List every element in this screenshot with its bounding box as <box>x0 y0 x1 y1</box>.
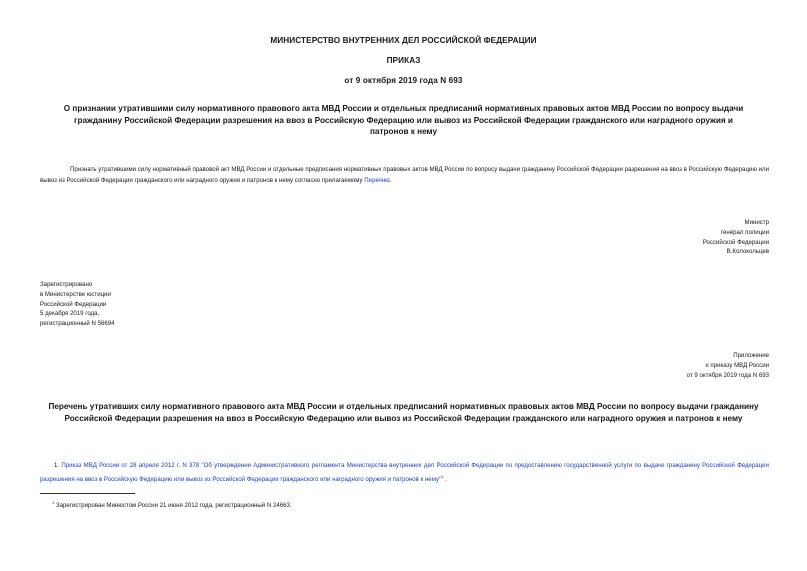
signature-name: В.Колокольцев <box>726 248 769 256</box>
body-end: . <box>389 177 392 185</box>
registration-line: в Министерстве юстиции <box>40 290 111 298</box>
registration-line: Российской Федерации <box>40 300 107 308</box>
signature-rank: генерал полиции <box>720 228 769 236</box>
footnote-text: Зарегистрирован Минюстом России 21 июня 2012 года, регистрационный N 24663. <box>54 502 292 510</box>
list-link[interactable]: Перечню <box>364 177 390 185</box>
document-title: О признании утратившими силу нормативного правового акта МВД России и отдельных предписаний нормативных правовых актов МВД России по вопросу выдачи гражданину Российской Федерации разрешения на ввоз в Российскую Федерацию или вывоз из Российской Федерации гражданского или наградного оружия и патронов к нему <box>63 104 744 136</box>
list-item <box>40 460 769 485</box>
registration-number: регистрационный N 56694 <box>40 320 115 328</box>
ministry-name: МИНИСТЕРСТВО ВНУТРЕННИХ ДЕЛ РОССИЙСКОЙ ФЕДЕРАЦИИ <box>270 36 537 45</box>
body-paragraph <box>40 164 769 186</box>
signature-title: Министр <box>744 219 769 226</box>
footnote-ref: 1 <box>441 474 444 480</box>
document-date: от 9 октября 2019 года N 693 <box>344 76 463 85</box>
footnote <box>52 498 752 511</box>
registration-block <box>40 280 280 329</box>
footnote-marker: 1 <box>52 500 55 505</box>
registration-line: Зарегистрировано <box>40 281 93 288</box>
registration-date: 5 декабря 2019 года, <box>40 310 100 318</box>
item-end: . <box>443 476 447 484</box>
order-378-link[interactable]: Приказ МВД России от 28 апреля 2012 г. N 378 "Об утверждении Административного регламента Министерства внутренних дел Российской Федерации по предоставлению государственной услуги по выдаче гражданину Российской Федерации разрешения на ввоз в Российскую Федерацию или вывоз из Российской Федерации гражданского или наградного оружия и патронов к нему" <box>40 462 769 484</box>
appendix-ref: к приказу МВД России <box>706 361 769 369</box>
list-title: Перечень утративших силу нормативного правового акта МВД России и отдельных предписаний нормативных правовых актов МВД России по вопросу выдачи гражданину Российской Федерации разрешения на ввоз в Российскую Федерацию или вывоз из Российской Федерации гражданского или наградного оружия и патронов к нему <box>48 402 759 423</box>
signature-country: Российской Федерации <box>702 238 769 246</box>
appendix-block <box>529 351 769 380</box>
appendix-date: от 9 октября 2019 года N 693 <box>686 371 769 379</box>
body-text: Признать утратившими силу нормативный правовой акт МВД России и отдельные предписания нормативных правовых актов МВД России по вопросу выдачи гражданину Российской Федерации разрешения на ввоз в Российскую Федерацию или вывоз из Российской Федерации гражданского или наградного оружия и патронов к нему согласно прилагаемому <box>40 166 769 185</box>
footnote-divider <box>40 493 135 494</box>
appendix-label: Приложение <box>733 352 769 359</box>
document-type: ПРИКАЗ <box>386 56 421 65</box>
item-number: 1. <box>54 462 62 469</box>
signature-block <box>569 218 769 257</box>
